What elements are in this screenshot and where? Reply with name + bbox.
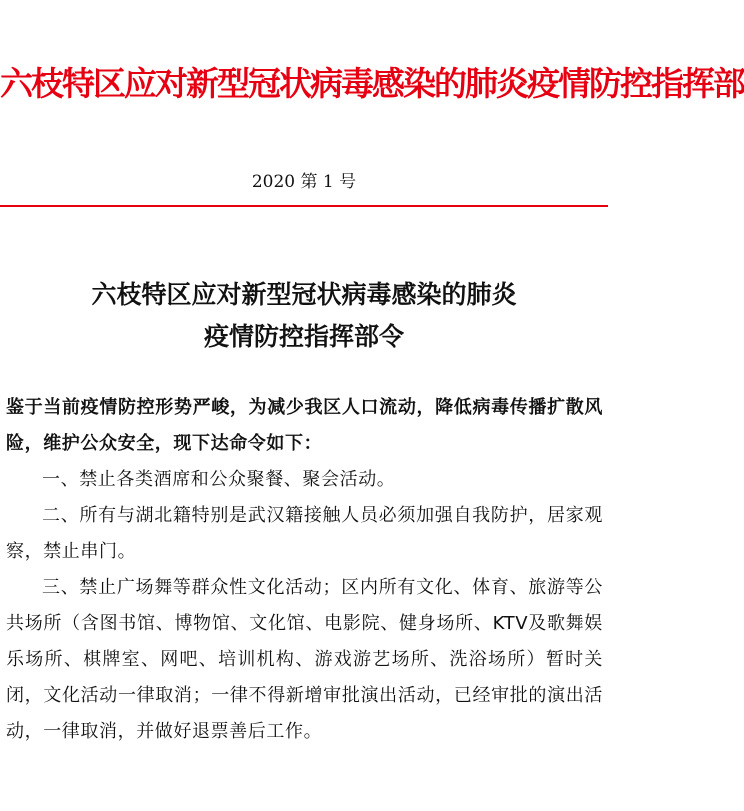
order-item-1: 一、禁止各类酒席和公众聚餐、聚会活动。 <box>42 469 396 490</box>
document-number: 2020 第 1 号 <box>251 172 357 192</box>
order-item-3: 三、禁止广场舞等群众性文化活动；区内所有文化、体育、旅游等公共场所（含图书馆、博物馆、文化馆、电影院、健身场所、KTV及歌舞娱乐场所、棋牌室、网吧、培训机构、游戏游艺场所、洗浴场所）暂时关闭，文化活动一律取消；一律不得新增审批演出活动，已经审批的演出活动，一律取消，并做好退票善后工作。 <box>6 577 603 742</box>
order-item-2: 二、所有与湖北籍特别是武汉籍接触人员必须加强自我防护，居家观察，禁止串门。 <box>6 505 603 562</box>
order-title-line2: 疫情防控指挥部令 <box>203 322 404 351</box>
order-title <box>0 274 608 358</box>
red-divider <box>0 205 608 207</box>
header-title: 六枝特区应对新型冠状病毒感染的肺炎疫情防控指挥部 <box>0 64 744 103</box>
order-title-line1: 六枝特区应对新型冠状病毒感染的肺炎 <box>91 280 517 309</box>
body-text <box>6 390 603 750</box>
intro-paragraph: 鉴于当前疫情防控形势严峻，为减少我区人口流动，降低病毒传播扩散风险，维护公众安全，现下达命令如下： <box>6 397 603 454</box>
